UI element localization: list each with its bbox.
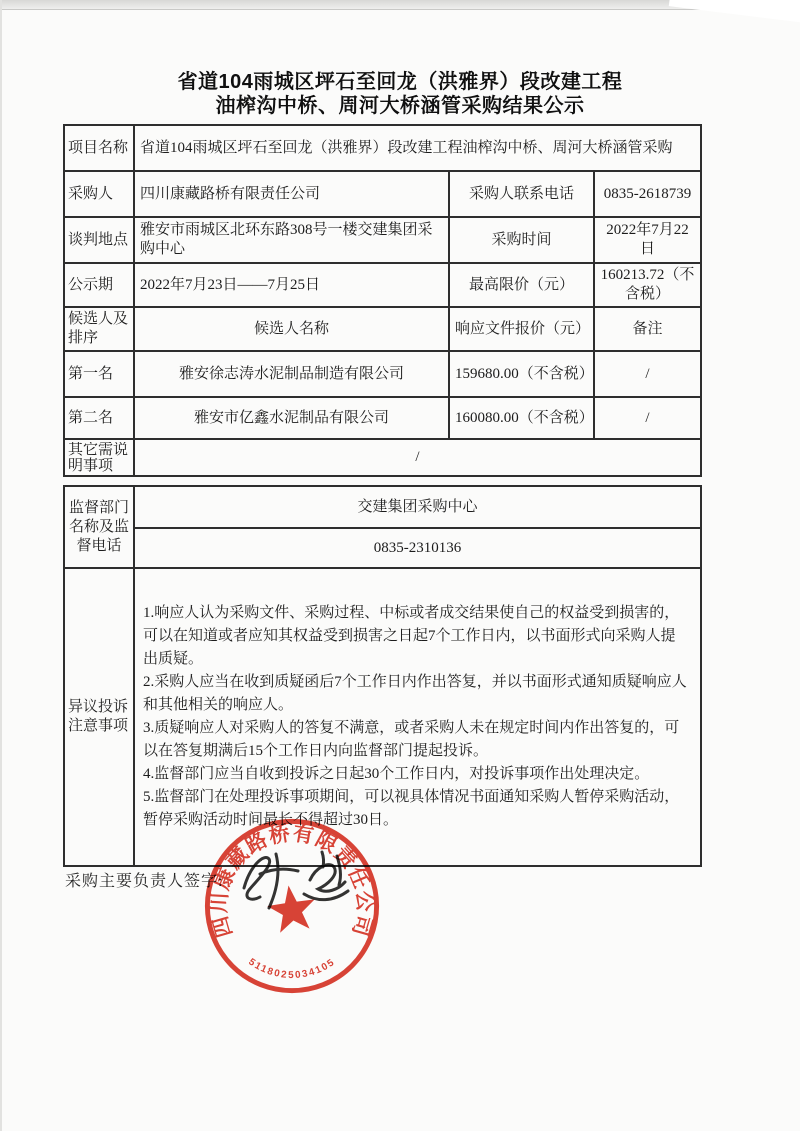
purchaser-phone-value: 0835-2618739 [594,171,701,217]
rank2-label: 第二名 [64,397,134,439]
rank1-remark: / [594,351,701,397]
supervision-phone: 0835-2310136 [134,528,701,568]
table-row [64,351,701,397]
document-title [0,0,800,118]
handwritten-signature [234,844,366,918]
publicity-period-label: 公示期 [64,263,134,307]
scan-edge-top [0,0,800,10]
rank2-remark: / [594,397,701,439]
notice-item-5: 5.监督部门在处理投诉事项期间，可以视具体情况书面通知采购人暂停采购活动，暂停采购活动时间最长不得超过30日。 [143,789,680,828]
purchaser-phone-label: 采购人联系电话 [449,171,594,217]
rank2-price: 160080.00（不含税） [449,397,594,439]
svg-text:5118025034105 [246,957,337,981]
table-row [64,568,701,866]
notice-item-1: 1.响应人认为采购文件、采购过程、中标或者成交结果使自己的权益受到损害的，可以在知道或者应知其权益受到损害之日起7个工作日内，以书面形式向采购人提出质疑。 [143,605,680,667]
purchaser-label: 采购人 [64,171,134,217]
publicity-period-value: 2022年7月23日——7月25日 [134,263,449,307]
table-row [64,263,701,307]
table-row [64,217,701,263]
purchaser-value: 四川康藏路桥有限责任公司 [134,171,449,217]
result-table [63,124,702,477]
venue-value: 雅安市雨城区北环东路308号一楼交建集团采购中心 [134,217,449,263]
title-line-1: 省道104雨城区坪石至回龙（洪雅界）段改建工程 [177,71,623,93]
signature-label: 采购主要负责人签字: [65,873,224,890]
table-row [64,125,701,171]
notice-item-4: 4.监督部门应当自收到投诉之日起30个工作日内，对投诉事项作出处理决定。 [143,766,650,782]
remark-header: 备注 [594,307,701,351]
notice-item-3: 3.质疑响应人对采购人的答复不满意，或者采购人未在规定时间内作出答复的，可以在答复期满后15个工作日内向监督部门提起投诉。 [143,720,680,759]
other-notes-value: / [134,439,701,476]
rank1-label: 第一名 [64,351,134,397]
table-row [64,397,701,439]
table-row [64,439,701,476]
table-row [64,528,701,568]
title-line-2: 油榨沟中桥、周河大桥涵管采购结果公示 [215,95,585,117]
table-row [64,486,701,528]
seal-company-text: 四川康藏路桥有限责任公司 [208,822,376,940]
project-name-label: 项目名称 [64,125,134,171]
supervision-dept-label: 监督部门名称及监督电话 [64,486,134,568]
supervision-dept-name: 交建集团采购中心 [134,486,701,528]
notice-item-2: 2.采购人应当在收到质疑函后7个工作日内作出答复，并以书面形式通知质疑响应人和其他相关的响应人。 [143,674,687,713]
objection-notice-label: 异议投诉注意事项 [64,568,134,866]
project-name-value: 省道104雨城区坪石至回龙（洪雅界）段改建工程油榨沟中桥、周河大桥涵管采购 [134,125,701,171]
purchase-time-value: 2022年7月22日 [594,217,701,263]
venue-label: 谈判地点 [64,217,134,263]
rank1-company: 雅安徐志涛水泥制品制造有限公司 [134,351,449,397]
purchase-time-label: 采购时间 [449,217,594,263]
response-price-header: 响应文件报价（元） [449,307,594,351]
rank1-price: 159680.00（不含税） [449,351,594,397]
scan-edge-left [0,0,2,1131]
candidate-name-header: 候选人名称 [134,307,449,351]
table-row [64,171,701,217]
rank2-company: 雅安市亿鑫水泥制品有限公司 [134,397,449,439]
candidates-rank-label: 候选人及排序 [64,307,134,351]
other-notes-label: 其它需说明事项 [64,439,134,476]
price-limit-label: 最高限价（元） [449,263,594,307]
signature-strokes [234,844,366,918]
table-row [64,307,701,351]
price-limit-value: 160213.72（不含税） [594,263,701,307]
seal-number-text: 5118025034105 [246,956,338,981]
supervision-table [63,485,702,867]
